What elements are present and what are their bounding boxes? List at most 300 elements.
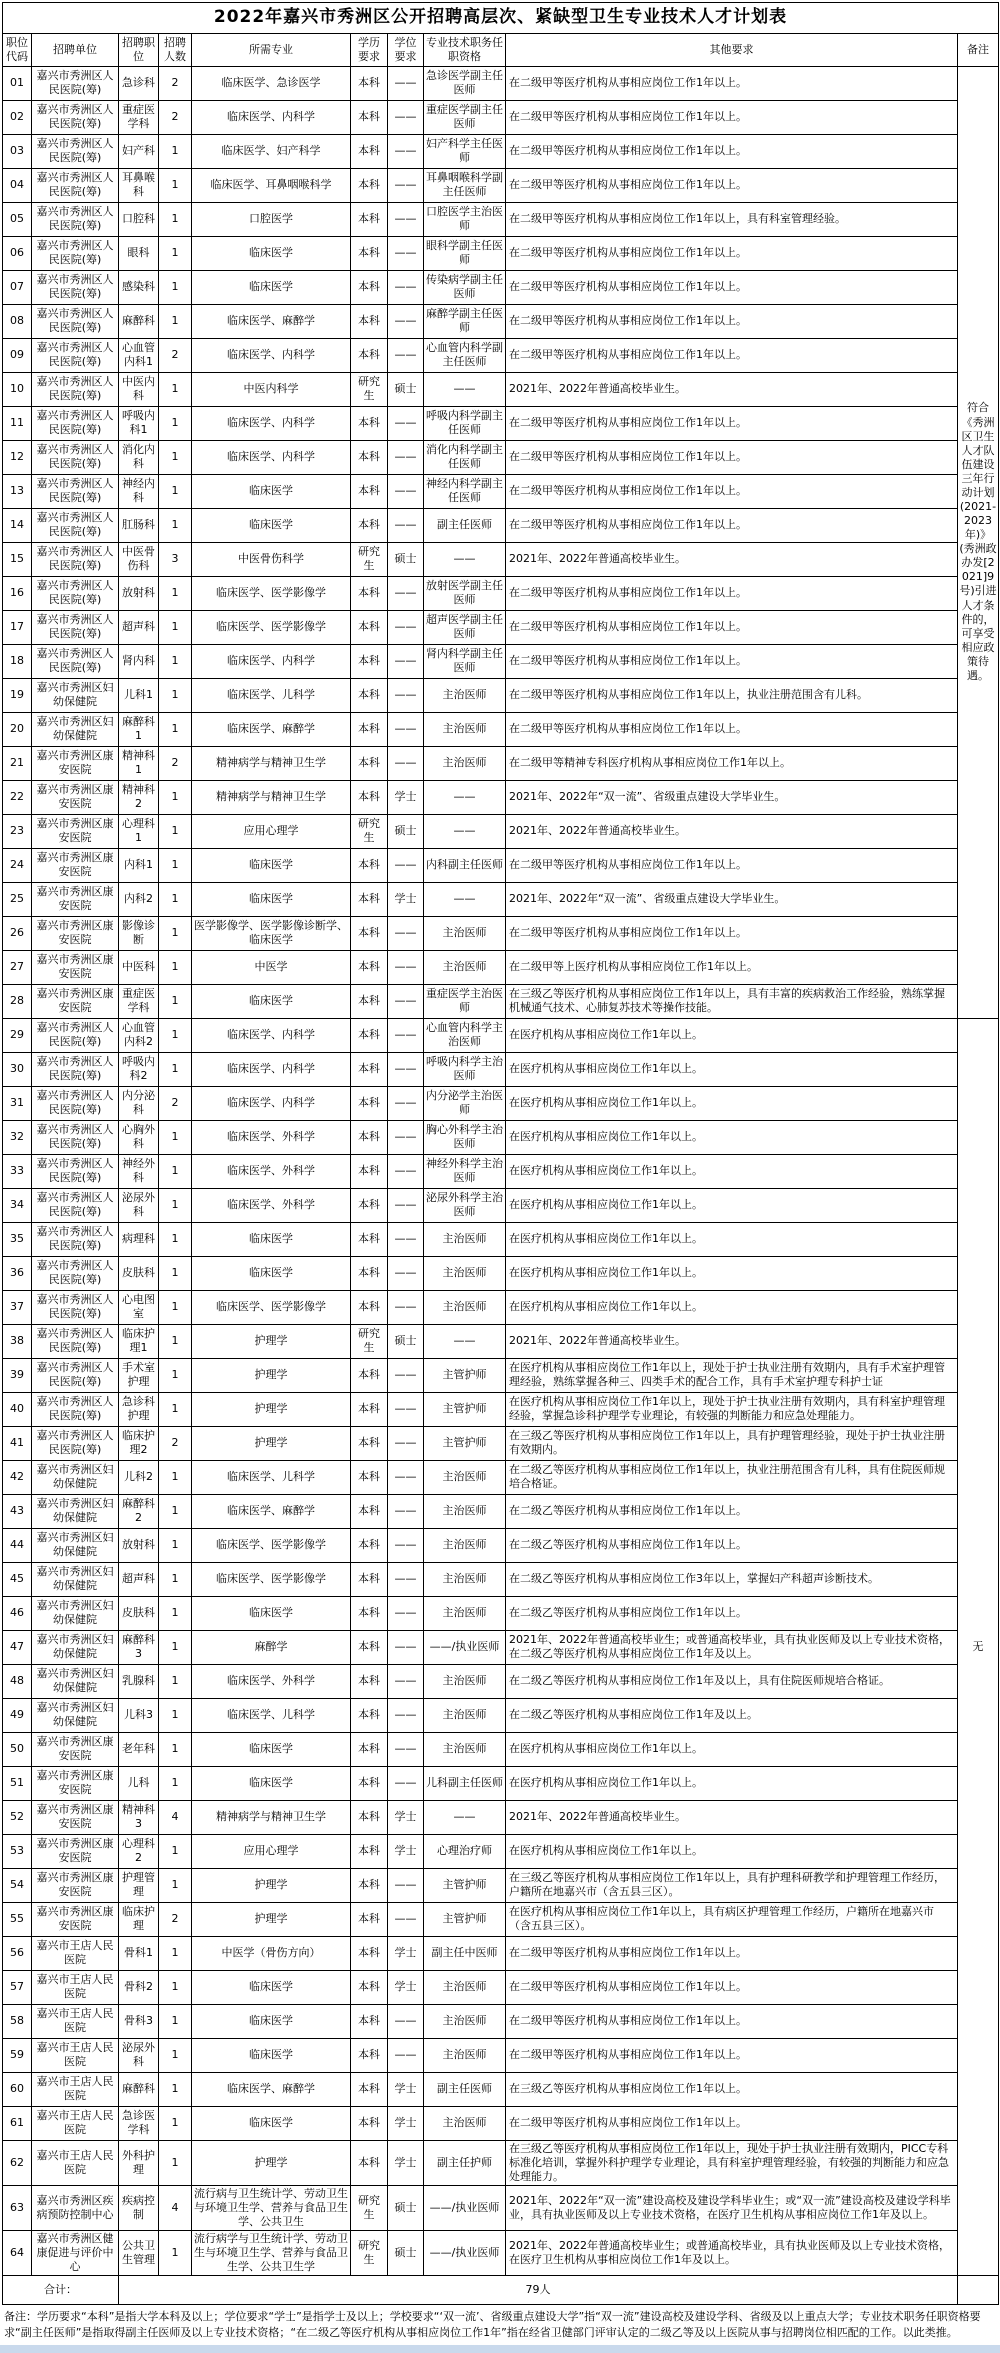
cell-major: 应用心理学 [192, 1834, 351, 1868]
cell-code: 57 [3, 1970, 32, 2004]
cell-count: 1 [159, 1528, 192, 1562]
cell-degree: —— [388, 134, 424, 168]
cell-degree: —— [388, 1392, 424, 1426]
cell-other: 在医疗机构从事相应岗位工作1年以上。 [506, 1052, 958, 1086]
cell-unit: 嘉兴市秀洲区人民医院(筹) [32, 270, 119, 304]
cell-dept: 肾内科 [119, 644, 159, 678]
cell-count: 1 [159, 236, 192, 270]
cell-major: 中医学 [192, 950, 351, 984]
cell-code: 19 [3, 678, 32, 712]
cell-major: 护理学 [192, 1902, 351, 1936]
cell-unit: 嘉兴市秀洲区妇幼保健院 [32, 678, 119, 712]
cell-unit: 嘉兴市秀洲区人民医院(筹) [32, 236, 119, 270]
cell-degree: —— [388, 1562, 424, 1596]
cell-major: 临床医学、内科学 [192, 440, 351, 474]
table-row [3, 1188, 999, 1222]
cell-unit: 嘉兴市秀洲区康安医院 [32, 882, 119, 916]
cell-other: 在二级甲等医疗机构从事相应岗位工作1年以上。 [506, 338, 958, 372]
cell-unit: 嘉兴市秀洲区妇幼保健院 [32, 712, 119, 746]
table-row [3, 1018, 999, 1052]
cell-edu: 本科 [351, 2004, 388, 2038]
cell-other: 在三级乙等医疗机构从事相应岗位工作1年以上，现处于护士执业注册有效期内，PICC专科标准化培训，掌握外科护理学专业理论，具有科室护理管理经验，有较强的判断能力和应急处理能力。 [506, 2140, 958, 2185]
header-cell: 学历要求 [351, 33, 388, 66]
cell-code: 13 [3, 474, 32, 508]
cell-dept: 呼吸内科1 [119, 406, 159, 440]
cell-count: 2 [159, 66, 192, 100]
table-row [3, 542, 999, 576]
cell-other: 在医疗机构从事相应岗位工作1年以上。 [506, 1766, 958, 1800]
table-row [3, 678, 999, 712]
cell-dept: 急诊科 [119, 66, 159, 100]
cell-major: 应用心理学 [192, 814, 351, 848]
cell-degree: —— [388, 1732, 424, 1766]
cell-dept: 心胸外科 [119, 1120, 159, 1154]
table-row [3, 2072, 999, 2106]
cell-other: 2021年、2022年普通高校毕业生。 [506, 1324, 958, 1358]
cell-edu: 研究生 [351, 814, 388, 848]
cell-major: 临床医学、麻醉学 [192, 304, 351, 338]
table-row [3, 1970, 999, 2004]
cell-count: 1 [159, 1358, 192, 1392]
cell-major: 精神病学与精神卫生学 [192, 746, 351, 780]
cell-dept: 乳腺科 [119, 1664, 159, 1698]
cell-major: 临床医学 [192, 1596, 351, 1630]
cell-other: 在二级乙等医疗机构从事相应岗位工作1年以上。 [506, 1596, 958, 1630]
table-row [3, 66, 999, 100]
cell-qual: 肾内科学副主任医师 [424, 644, 506, 678]
cell-qual: 急诊医学副主任医师 [424, 66, 506, 100]
cell-unit: 嘉兴市秀洲区人民医院(筹) [32, 1222, 119, 1256]
cell-dept: 肛肠科 [119, 508, 159, 542]
cell-degree: 学士 [388, 2106, 424, 2140]
cell-edu: 研究生 [351, 2185, 388, 2230]
cell-dept: 麻醉科 [119, 304, 159, 338]
header-cell: 学位要求 [388, 33, 424, 66]
cell-qual: —— [424, 372, 506, 406]
cell-edu: 本科 [351, 1188, 388, 1222]
cell-code: 48 [3, 1664, 32, 1698]
cell-code: 15 [3, 542, 32, 576]
cell-unit: 嘉兴市秀洲区康安医院 [32, 1868, 119, 1902]
cell-qual: 主治医师 [424, 678, 506, 712]
cell-count: 1 [159, 916, 192, 950]
cell-edu: 本科 [351, 1834, 388, 1868]
cell-unit: 嘉兴市秀洲区康安医院 [32, 1766, 119, 1800]
cell-other: 在二级甲等医疗机构从事相应岗位工作1年以上。 [506, 916, 958, 950]
cell-degree: —— [388, 1630, 424, 1664]
cell-degree: —— [388, 304, 424, 338]
cell-major: 临床医学 [192, 1766, 351, 1800]
cell-qual: 主管护师 [424, 1902, 506, 1936]
cell-edu: 本科 [351, 66, 388, 100]
cell-dept: 妇产科 [119, 134, 159, 168]
cell-edu: 本科 [351, 168, 388, 202]
table-row [3, 2185, 999, 2230]
cell-degree: —— [388, 406, 424, 440]
cell-code: 59 [3, 2038, 32, 2072]
cell-count: 1 [159, 1596, 192, 1630]
cell-major: 临床医学、儿科学 [192, 1460, 351, 1494]
cell-major: 临床医学 [192, 1970, 351, 2004]
cell-edu: 本科 [351, 1086, 388, 1120]
table-row [3, 1528, 999, 1562]
cell-edu: 本科 [351, 1052, 388, 1086]
cell-dept: 中医内科 [119, 372, 159, 406]
cell-qual: 神经外科学主治医师 [424, 1154, 506, 1188]
cell-count: 1 [159, 1936, 192, 1970]
cell-qual: 主管护师 [424, 1358, 506, 1392]
cell-other: 在二级甲等医疗机构从事相应岗位工作1年以上。 [506, 2106, 958, 2140]
cell-major: 临床医学 [192, 474, 351, 508]
cell-major: 中医内科学 [192, 372, 351, 406]
cell-count: 1 [159, 372, 192, 406]
cell-edu: 本科 [351, 134, 388, 168]
cell-edu: 研究生 [351, 542, 388, 576]
cell-qual: 重症医学副主任医师 [424, 100, 506, 134]
cell-other: 在医疗机构从事相应岗位工作1年以上。 [506, 1256, 958, 1290]
cell-qual: 主治医师 [424, 1698, 506, 1732]
cell-unit: 嘉兴市秀洲区人民医院(筹) [32, 1086, 119, 1120]
cell-edu: 本科 [351, 1494, 388, 1528]
cell-count: 1 [159, 1222, 192, 1256]
cell-edu: 本科 [351, 1460, 388, 1494]
cell-degree: —— [388, 1596, 424, 1630]
cell-qual: 主治医师 [424, 1732, 506, 1766]
cell-major: 临床医学 [192, 270, 351, 304]
table-row [3, 1324, 999, 1358]
cell-qual: —— [424, 814, 506, 848]
cell-unit: 嘉兴市王店人民医院 [32, 2004, 119, 2038]
cell-unit: 嘉兴市秀洲区人民医院(筹) [32, 1290, 119, 1324]
cell-unit: 嘉兴市秀洲区康安医院 [32, 950, 119, 984]
table-row [3, 1800, 999, 1834]
cell-code: 10 [3, 372, 32, 406]
cell-edu: 本科 [351, 474, 388, 508]
cell-major: 临床医学、内科学 [192, 100, 351, 134]
cell-degree: —— [388, 66, 424, 100]
cell-dept: 骨科2 [119, 1970, 159, 2004]
table-row [3, 1086, 999, 1120]
cell-qual: ——/执业医师 [424, 2185, 506, 2230]
cell-degree: —— [388, 168, 424, 202]
cell-major: 临床医学、外科学 [192, 1664, 351, 1698]
cell-degree: 硕士 [388, 2185, 424, 2230]
cell-other: 在三级乙等医疗机构从事相应岗位工作1年以上，具有护理科研教学和护理管理工作经历，户籍所在地嘉兴市（含五县三区）。 [506, 1868, 958, 1902]
cell-count: 1 [159, 1766, 192, 1800]
cell-unit: 嘉兴市秀洲区康安医院 [32, 848, 119, 882]
cell-dept: 心理科1 [119, 814, 159, 848]
cell-major: 临床医学 [192, 882, 351, 916]
cell-code: 54 [3, 1868, 32, 1902]
cell-unit: 嘉兴市秀洲区人民医院(筹) [32, 168, 119, 202]
table-row [3, 1256, 999, 1290]
cell-other: 在医疗机构从事相应岗位工作1年以上，现处于护士执业注册有效期内，具有手术室护理管理经验，熟练掌握各种三、四类手术的配合工作，具有手术室护理专科护士证 [506, 1358, 958, 1392]
cell-major: 护理学 [192, 1868, 351, 1902]
table-row [3, 1290, 999, 1324]
cell-count: 1 [159, 2106, 192, 2140]
cell-degree: 硕士 [388, 372, 424, 406]
cell-qual: 呼吸内科学副主任医师 [424, 406, 506, 440]
cell-edu: 本科 [351, 712, 388, 746]
cell-major: 临床医学 [192, 236, 351, 270]
cell-degree: —— [388, 712, 424, 746]
cell-count: 1 [159, 202, 192, 236]
cell-degree: 硕士 [388, 814, 424, 848]
table-row [3, 2140, 999, 2185]
cell-dept: 骨科1 [119, 1936, 159, 1970]
cell-code: 07 [3, 270, 32, 304]
cell-unit: 嘉兴市秀洲区人民医院(筹) [32, 1018, 119, 1052]
cell-unit: 嘉兴市秀洲区康安医院 [32, 1902, 119, 1936]
cell-dept: 皮肤科 [119, 1256, 159, 1290]
cell-degree: —— [388, 1868, 424, 1902]
cell-major: 临床医学、内科学 [192, 1052, 351, 1086]
table-row [3, 1494, 999, 1528]
cell-other: 在医疗机构从事相应岗位工作1年以上。 [506, 1732, 958, 1766]
cell-dept: 临床护理2 [119, 1426, 159, 1460]
table-row [3, 168, 999, 202]
cell-other: 在二级甲等医疗机构从事相应岗位工作1年以上。 [506, 576, 958, 610]
cell-qual: 妇产科学主任医师 [424, 134, 506, 168]
cell-unit: 嘉兴市秀洲区人民医院(筹) [32, 1426, 119, 1460]
cell-unit: 嘉兴市秀洲区人民医院(筹) [32, 338, 119, 372]
cell-major: 精神病学与精神卫生学 [192, 780, 351, 814]
cell-unit: 嘉兴市王店人民医院 [32, 2072, 119, 2106]
cell-edu: 本科 [351, 1698, 388, 1732]
cell-major: 临床医学、外科学 [192, 1154, 351, 1188]
cell-code: 01 [3, 66, 32, 100]
cell-major: 口腔医学 [192, 202, 351, 236]
cell-edu: 本科 [351, 1664, 388, 1698]
cell-other: 2021年、2022年普通高校毕业生。 [506, 372, 958, 406]
cell-degree: —— [388, 950, 424, 984]
header-cell: 职位代码 [3, 33, 32, 66]
cell-major: 临床医学 [192, 2004, 351, 2038]
cell-major: 临床医学 [192, 1256, 351, 1290]
cell-count: 1 [159, 678, 192, 712]
cell-unit: 嘉兴市秀洲区康安医院 [32, 916, 119, 950]
cell-other: 2021年、2022年“双一流”建设高校及建设学科毕业生；或“双一流”建设高校及建设学科毕业，具有执业医师及以上专业技术资格，在医疗卫生机构从事相应岗位工作1年及以上。 [506, 2185, 958, 2230]
cell-qual: 主治医师 [424, 916, 506, 950]
cell-other: 在二级甲等医疗机构从事相应岗位工作1年以上。 [506, 406, 958, 440]
cell-other: 在二级乙等医疗机构从事相应岗位工作1年及以上。 [506, 1698, 958, 1732]
cell-qual: 主治医师 [424, 1256, 506, 1290]
cell-major: 护理学 [192, 1392, 351, 1426]
cell-unit: 嘉兴市秀洲区妇幼保健院 [32, 1630, 119, 1664]
table-row [3, 304, 999, 338]
recruitment-table [2, 2, 999, 2305]
cell-unit: 嘉兴市秀洲区妇幼保健院 [32, 1460, 119, 1494]
cell-unit: 嘉兴市秀洲区妇幼保健院 [32, 1494, 119, 1528]
cell-count: 1 [159, 1732, 192, 1766]
cell-other: 在二级甲等精神专科医疗机构从事相应岗位工作1年以上。 [506, 746, 958, 780]
cell-edu: 本科 [351, 2140, 388, 2185]
table-row [3, 1120, 999, 1154]
cell-qual: 心血管内科学副主任医师 [424, 338, 506, 372]
cell-qual: 主管护师 [424, 1868, 506, 1902]
cell-degree: —— [388, 610, 424, 644]
cell-qual: 主治医师 [424, 2004, 506, 2038]
cell-edu: 本科 [351, 1630, 388, 1664]
cell-code: 39 [3, 1358, 32, 1392]
table-row [3, 236, 999, 270]
cell-major: 临床医学 [192, 508, 351, 542]
cell-code: 46 [3, 1596, 32, 1630]
cell-code: 30 [3, 1052, 32, 1086]
cell-other: 在二级甲等医疗机构从事相应岗位工作1年以上。 [506, 270, 958, 304]
table-row [3, 1664, 999, 1698]
table-row [3, 1460, 999, 1494]
cell-other: 在二级乙等医疗机构从事相应岗位工作3年以上，掌握妇产科超声诊断技术。 [506, 1562, 958, 1596]
cell-unit: 嘉兴市秀洲区人民医院(筹) [32, 406, 119, 440]
cell-other: 在二级乙等医疗机构从事相应岗位工作1年以上。 [506, 1528, 958, 1562]
cell-count: 1 [159, 474, 192, 508]
cell-major: 医学影像学、医学影像诊断学、临床医学 [192, 916, 351, 950]
cell-code: 16 [3, 576, 32, 610]
cell-qual: 心理治疗师 [424, 1834, 506, 1868]
cell-unit: 嘉兴市秀洲区妇幼保健院 [32, 1664, 119, 1698]
cell-code: 32 [3, 1120, 32, 1154]
cell-edu: 本科 [351, 1426, 388, 1460]
cell-other: 在三级乙等医疗机构从事相应岗位工作1年以上，具有护理管理经验，现处于护士执业注册有效期内。 [506, 1426, 958, 1460]
cell-code: 50 [3, 1732, 32, 1766]
cell-code: 61 [3, 2106, 32, 2140]
cell-unit: 嘉兴市秀洲区人民医院(筹) [32, 1324, 119, 1358]
cell-dept: 神经外科 [119, 1154, 159, 1188]
cell-major: 护理学 [192, 1358, 351, 1392]
cell-count: 1 [159, 168, 192, 202]
cell-count: 1 [159, 1324, 192, 1358]
cell-dept: 外科护理 [119, 2140, 159, 2185]
cell-qual: 口腔医学主治医师 [424, 202, 506, 236]
cell-code: 20 [3, 712, 32, 746]
table-row [3, 848, 999, 882]
cell-code: 38 [3, 1324, 32, 1358]
cell-count: 1 [159, 508, 192, 542]
cell-qual: 主治医师 [424, 1528, 506, 1562]
table-row [3, 1052, 999, 1086]
cell-major: 中医学（骨伤方向） [192, 1936, 351, 1970]
cell-degree: —— [388, 2004, 424, 2038]
cell-degree: —— [388, 202, 424, 236]
cell-major: 临床医学 [192, 1222, 351, 1256]
cell-edu: 本科 [351, 576, 388, 610]
cell-degree: —— [388, 1188, 424, 1222]
cell-edu: 本科 [351, 1358, 388, 1392]
cell-count: 3 [159, 542, 192, 576]
cell-other: 在医疗机构从事相应岗位工作1年以上。 [506, 1154, 958, 1188]
cell-unit: 嘉兴市秀洲区人民医院(筹) [32, 66, 119, 100]
table-row [3, 814, 999, 848]
cell-unit: 嘉兴市秀洲区康安医院 [32, 1800, 119, 1834]
table-row [3, 270, 999, 304]
cell-edu: 本科 [351, 338, 388, 372]
cell-unit: 嘉兴市秀洲区人民医院(筹) [32, 1052, 119, 1086]
cell-major: 护理学 [192, 1324, 351, 1358]
cell-count: 1 [159, 440, 192, 474]
cell-dept: 感染科 [119, 270, 159, 304]
cell-degree: —— [388, 1528, 424, 1562]
cell-major: 临床医学、麻醉学 [192, 1494, 351, 1528]
cell-degree: —— [388, 1460, 424, 1494]
cell-unit: 嘉兴市秀洲区妇幼保健院 [32, 1698, 119, 1732]
cell-degree: —— [388, 1426, 424, 1460]
cell-other: 在三级乙等医疗机构从事相应岗位工作1年以上。 [506, 2072, 958, 2106]
cell-unit: 嘉兴市王店人民医院 [32, 2038, 119, 2072]
cell-dept: 内科1 [119, 848, 159, 882]
table-row [3, 984, 999, 1018]
title-row [3, 3, 999, 34]
cell-dept: 精神科3 [119, 1800, 159, 1834]
cell-count: 2 [159, 338, 192, 372]
cell-code: 29 [3, 1018, 32, 1052]
cell-qual: 主治医师 [424, 1562, 506, 1596]
cell-code: 03 [3, 134, 32, 168]
cell-other: 在二级甲等医疗机构从事相应岗位工作1年以上。 [506, 1936, 958, 1970]
cell-count: 1 [159, 2072, 192, 2106]
cell-other: 在医疗机构从事相应岗位工作1年以上，具有病区护理管理工作经历，户籍所在地嘉兴市（含五县三区）。 [506, 1902, 958, 1936]
cell-unit: 嘉兴市秀洲区康安医院 [32, 1732, 119, 1766]
cell-major: 临床医学、内科学 [192, 406, 351, 440]
cell-dept: 儿科2 [119, 1460, 159, 1494]
cell-qual: 主治医师 [424, 1290, 506, 1324]
cell-qual: 呼吸内科学主治医师 [424, 1052, 506, 1086]
cell-qual: 副主任护师 [424, 2140, 506, 2185]
cell-code: 64 [3, 2231, 32, 2276]
cell-other: 在二级甲等医疗机构从事相应岗位工作1年以上，具有科室管理经验。 [506, 202, 958, 236]
cell-major: 临床医学、医学影像学 [192, 576, 351, 610]
cell-major: 流行病与卫生统计学、劳动卫生与环境卫生学、营养与食品卫生学、公共卫生 [192, 2185, 351, 2230]
table-row [3, 440, 999, 474]
cell-unit: 嘉兴市秀洲区人民医院(筹) [32, 1256, 119, 1290]
cell-other: 在二级甲等医疗机构从事相应岗位工作1年以上。 [506, 474, 958, 508]
cell-degree: —— [388, 1154, 424, 1188]
bottom-strip [0, 2345, 1000, 2353]
cell-code: 40 [3, 1392, 32, 1426]
cell-code: 58 [3, 2004, 32, 2038]
cell-unit: 嘉兴市秀洲区人民医院(筹) [32, 134, 119, 168]
table-row [3, 712, 999, 746]
cell-edu: 本科 [351, 440, 388, 474]
cell-other: 2021年、2022年普通高校毕业生。 [506, 814, 958, 848]
header-cell: 所需专业 [192, 33, 351, 66]
cell-dept: 放射科 [119, 1528, 159, 1562]
cell-dept: 内科2 [119, 882, 159, 916]
cell-degree: 学士 [388, 1834, 424, 1868]
cell-qual: —— [424, 542, 506, 576]
cell-other: 在二级甲等医疗机构从事相应岗位工作1年以上。 [506, 304, 958, 338]
header-cell: 招聘单位 [32, 33, 119, 66]
cell-unit: 嘉兴市秀洲区妇幼保健院 [32, 1528, 119, 1562]
cell-edu: 本科 [351, 270, 388, 304]
cell-other: 在医疗机构从事相应岗位工作1年以上。 [506, 1086, 958, 1120]
table-row [3, 2231, 999, 2276]
cell-code: 22 [3, 780, 32, 814]
cell-qual: —— [424, 1800, 506, 1834]
cell-unit: 嘉兴市秀洲区人民医院(筹) [32, 202, 119, 236]
cell-qual: 主治医师 [424, 1970, 506, 2004]
cell-degree: 硕士 [388, 2231, 424, 2276]
cell-edu: 本科 [351, 2106, 388, 2140]
table-row [3, 1834, 999, 1868]
cell-degree: 学士 [388, 1970, 424, 2004]
cell-qual: 主治医师 [424, 2038, 506, 2072]
table-row [3, 1766, 999, 1800]
cell-count: 1 [159, 1018, 192, 1052]
table-row [3, 338, 999, 372]
cell-degree: —— [388, 236, 424, 270]
cell-major: 临床医学 [192, 2106, 351, 2140]
